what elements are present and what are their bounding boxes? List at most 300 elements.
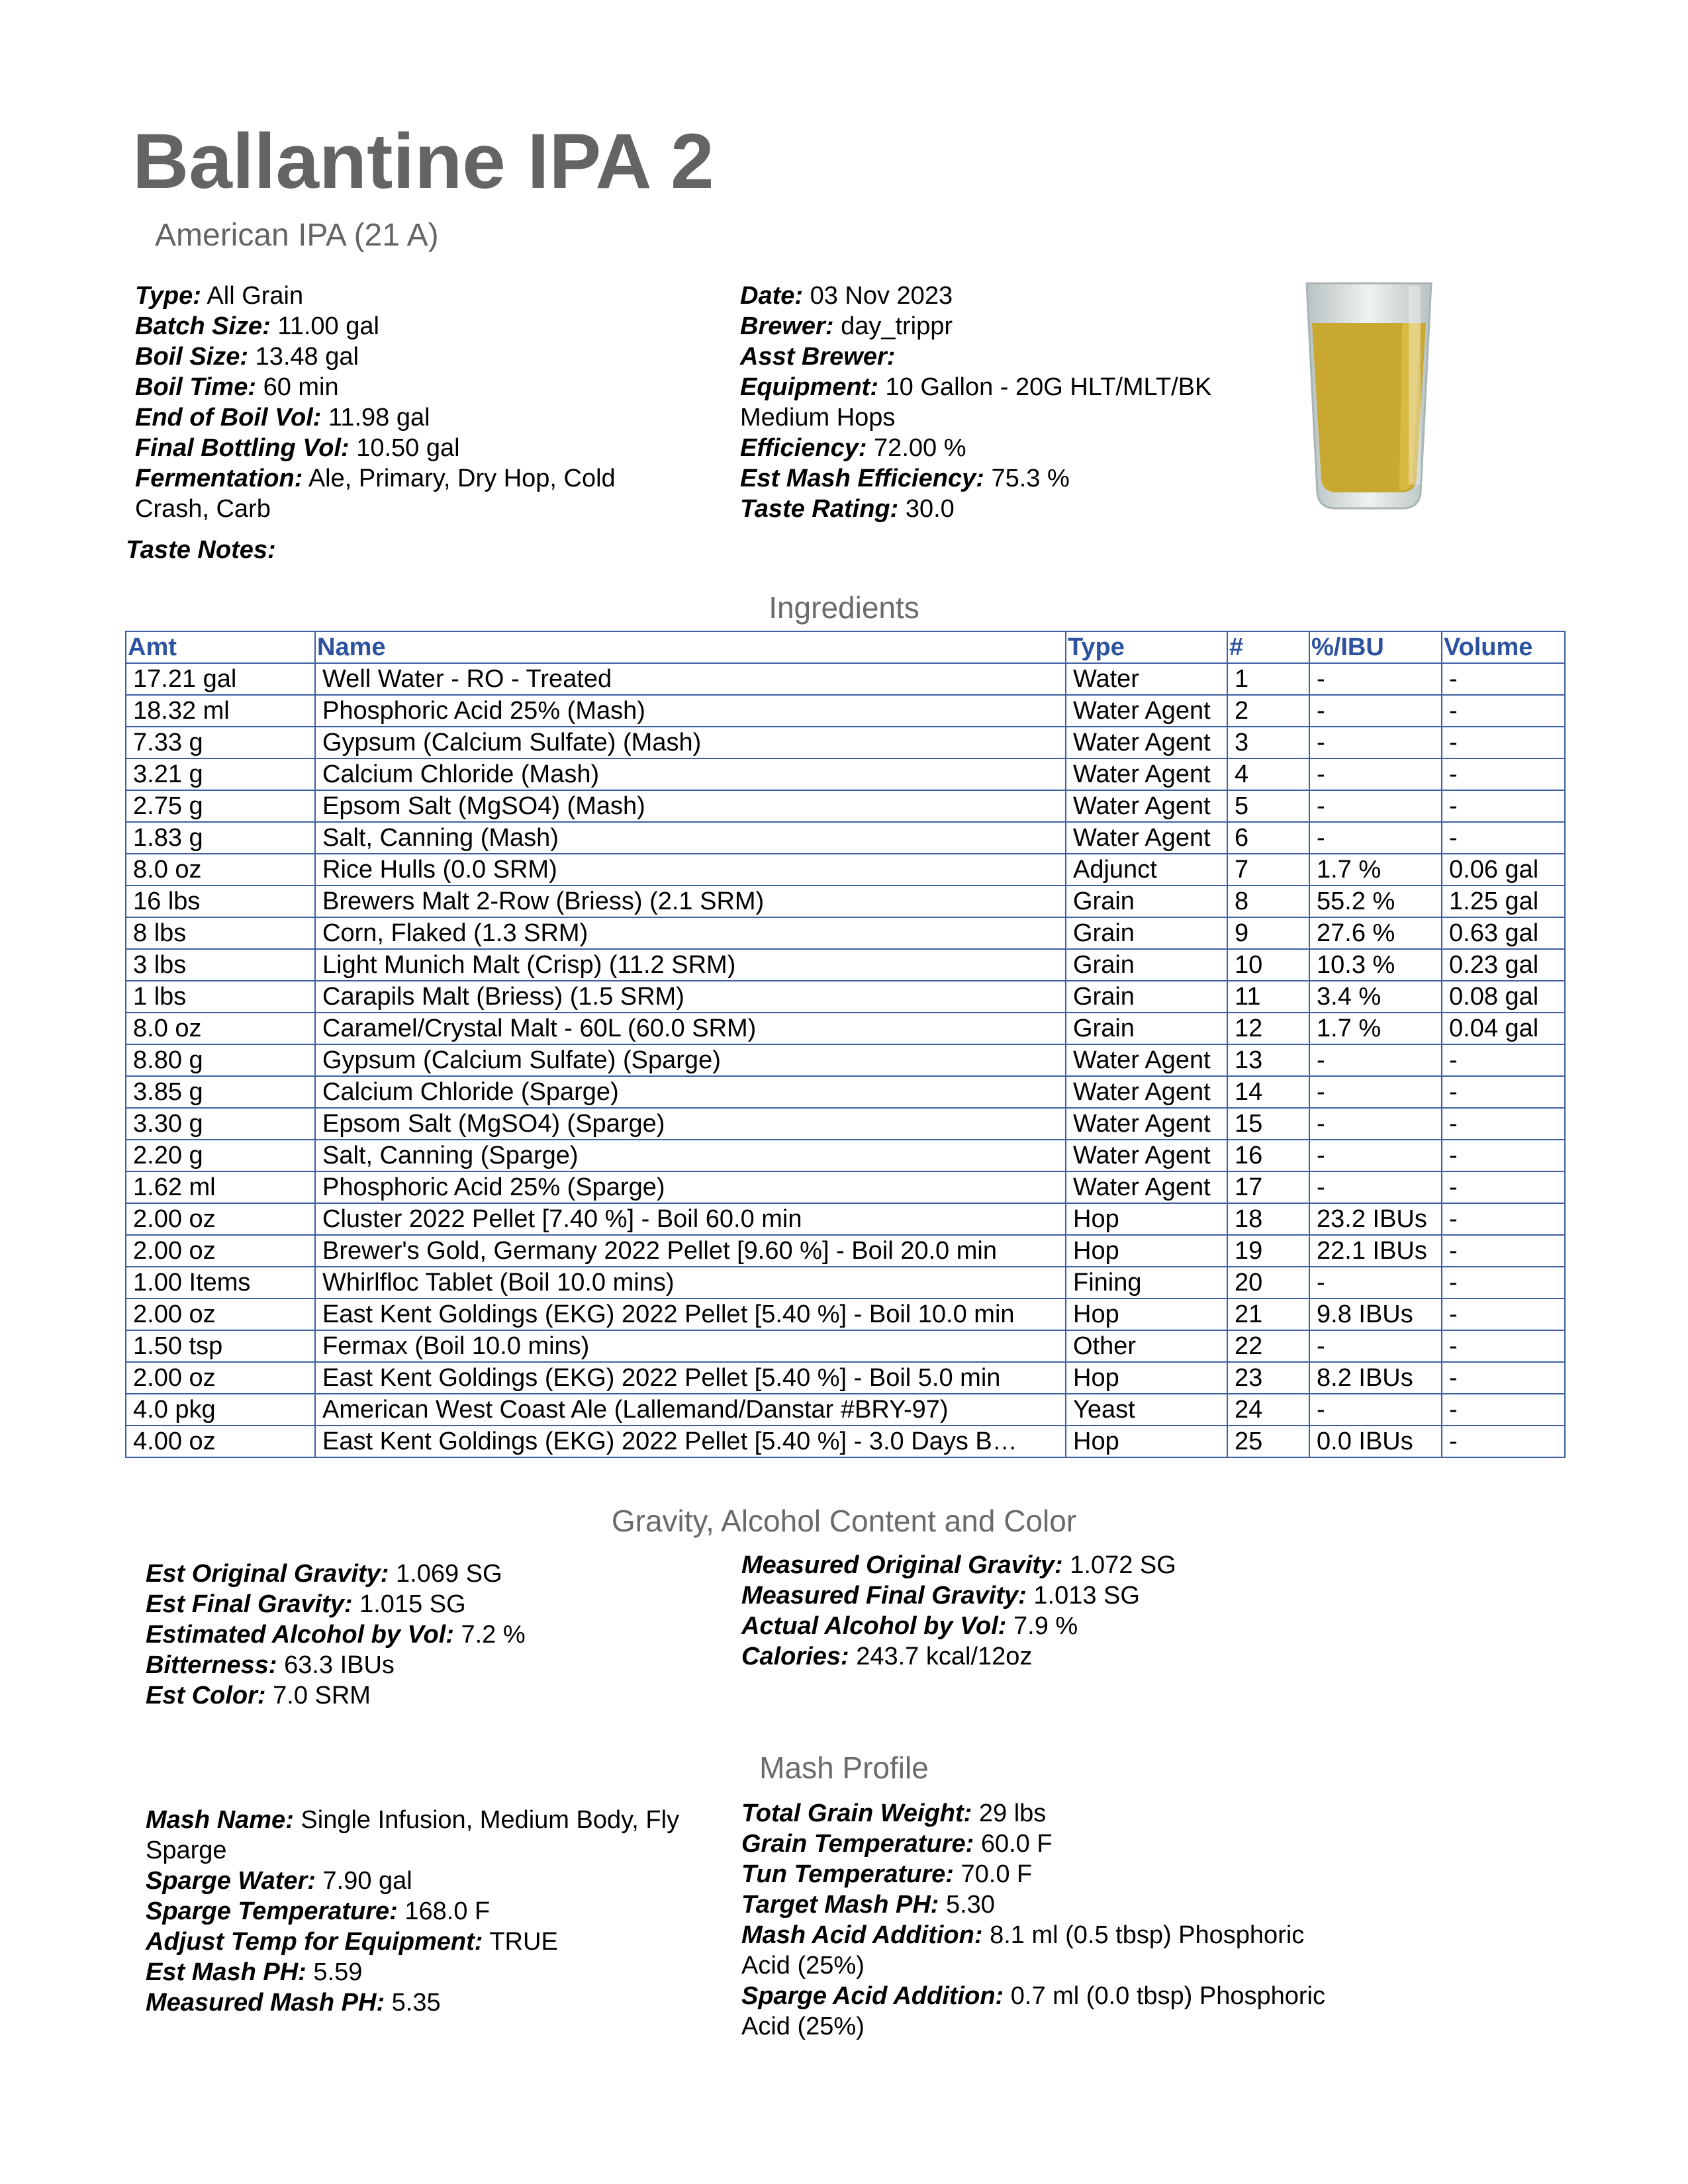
table-cell: 13 [1227, 1044, 1309, 1076]
table-row [126, 727, 1565, 758]
field-label: Est Final Gravity: [146, 1590, 353, 1618]
table-cell: - [1309, 758, 1442, 790]
field-value: 1.072 SG [1070, 1551, 1176, 1579]
table-cell: 3.4 % [1309, 981, 1442, 1013]
field-value: Single Infusion, Medium Body, Fly Sparge [146, 1806, 680, 1864]
field-value: 1.015 SG [359, 1590, 466, 1618]
table-row [126, 1140, 1565, 1171]
field-label: Bitterness: [146, 1651, 277, 1679]
field-label: Brewer: [740, 312, 834, 340]
field-value: 13.48 gal [255, 343, 359, 371]
field-label: Efficiency: [740, 434, 867, 462]
column-header: Volume [1442, 631, 1565, 663]
table-cell: 10.3 % [1309, 949, 1442, 981]
table-cell: 1.83 g [126, 822, 315, 854]
table-row [126, 790, 1565, 822]
info-right-row [740, 341, 1283, 372]
table-cell: Grain [1066, 886, 1227, 917]
table-cell: Brewers Malt 2-Row (Briess) (2.1 SRM) [315, 886, 1066, 917]
table-cell: 18 [1227, 1203, 1309, 1235]
field-label: Boil Size: [135, 343, 249, 371]
field-label: Grain Temperature: [741, 1830, 974, 1858]
field-label: Measured Mash PH: [146, 1989, 385, 2017]
field-value: 7.90 gal [322, 1867, 412, 1895]
table-cell: 1 lbs [126, 981, 315, 1013]
mash-profile-heading: Mash Profile [759, 1751, 929, 1785]
field-label: Tun Temperature: [741, 1860, 954, 1888]
table-cell: 3.21 g [126, 758, 315, 790]
table-cell: Grain [1066, 917, 1227, 949]
gravity-right-row [741, 1641, 1337, 1672]
table-cell: - [1309, 1076, 1442, 1108]
field-label: Estimated Alcohol by Vol: [146, 1621, 454, 1649]
table-cell: 10 [1227, 949, 1309, 981]
table-cell: 3 lbs [126, 949, 315, 981]
table-cell: Hop [1066, 1203, 1227, 1235]
field-value: 1.013 SG [1033, 1582, 1140, 1610]
table-cell: 4.0 pkg [126, 1394, 315, 1426]
table-cell: Epsom Salt (MgSO4) (Sparge) [315, 1108, 1066, 1140]
table-cell: 8.0 oz [126, 1013, 315, 1044]
field-label: Est Mash Efficiency: [740, 465, 984, 492]
mash-right-row [741, 1981, 1337, 2042]
info-right-row [740, 281, 1283, 311]
table-cell: 25 [1227, 1426, 1309, 1457]
mash-left-row [146, 1957, 728, 1987]
table-cell: - [1309, 1394, 1442, 1426]
table-cell: - [1309, 822, 1442, 854]
gravity-right-row [741, 1550, 1337, 1580]
table-cell: - [1442, 695, 1565, 727]
table-cell: - [1309, 663, 1442, 695]
field-value: 5.35 [391, 1989, 441, 2017]
table-row [126, 822, 1565, 854]
table-cell: Water [1066, 663, 1227, 695]
table-row [126, 1267, 1565, 1298]
field-label: Asst Brewer: [740, 343, 896, 371]
field-value: day_trippr [841, 312, 953, 340]
table-cell: Fining [1066, 1267, 1227, 1298]
info-left-row [135, 281, 665, 311]
table-cell: 19 [1227, 1235, 1309, 1267]
table-cell: - [1309, 790, 1442, 822]
table-cell: - [1309, 1267, 1442, 1298]
table-cell: Hop [1066, 1426, 1227, 1457]
info-right-row [740, 463, 1283, 494]
field-label: Mash Acid Addition: [741, 1921, 983, 1949]
info-left-row [135, 372, 665, 402]
table-row [126, 1076, 1565, 1108]
table-cell: 27.6 % [1309, 917, 1442, 949]
table-cell: Water Agent [1066, 1076, 1227, 1108]
table-cell: Gypsum (Calcium Sulfate) (Sparge) [315, 1044, 1066, 1076]
field-label: Final Bottling Vol: [135, 434, 350, 462]
table-cell: - [1442, 822, 1565, 854]
gravity-info-left [146, 1559, 728, 1711]
table-cell: 0.23 gal [1442, 949, 1565, 981]
table-row [126, 1013, 1565, 1044]
field-label: Sparge Water: [146, 1867, 316, 1895]
taste-notes [126, 535, 276, 565]
field-value: 11.98 gal [328, 404, 430, 432]
field-value: 72.00 % [874, 434, 966, 462]
table-row [126, 917, 1565, 949]
field-value: 0.7 ml (0.0 tbsp) Phosphoric Acid (25%) [741, 1982, 1325, 2040]
table-cell: Water Agent [1066, 790, 1227, 822]
field-label: Est Mash PH: [146, 1958, 306, 1986]
table-cell: 4.00 oz [126, 1426, 315, 1457]
field-label: Batch Size: [135, 312, 271, 340]
table-cell: 15 [1227, 1108, 1309, 1140]
table-cell: 17.21 gal [126, 663, 315, 695]
gravity-right-row [741, 1580, 1337, 1611]
table-cell: - [1442, 1076, 1565, 1108]
table-cell: 8.80 g [126, 1044, 315, 1076]
table-cell: Salt, Canning (Mash) [315, 822, 1066, 854]
table-cell: East Kent Goldings (EKG) 2022 Pellet [5.40 %] - 3.0 Days B… [315, 1426, 1066, 1457]
table-row [126, 886, 1565, 917]
table-cell: Phosphoric Acid 25% (Mash) [315, 695, 1066, 727]
mash-info-left [146, 1805, 728, 2018]
table-row [126, 949, 1565, 981]
column-header: Amt [126, 631, 315, 663]
table-cell: 0.04 gal [1442, 1013, 1565, 1044]
table-row [126, 663, 1565, 695]
field-label: Est Color: [146, 1682, 266, 1709]
mash-right-row [741, 1920, 1337, 1981]
gravity-right-row [741, 1611, 1337, 1641]
field-label: Calories: [741, 1643, 849, 1670]
table-cell: 22 [1227, 1330, 1309, 1362]
mash-left-row [146, 1987, 728, 2018]
table-cell: Grain [1066, 949, 1227, 981]
table-cell: - [1309, 727, 1442, 758]
mash-left-row [146, 1866, 728, 1896]
table-cell: Water Agent [1066, 1140, 1227, 1171]
table-cell: 23 [1227, 1362, 1309, 1394]
table-cell: - [1442, 758, 1565, 790]
info-right-row [740, 494, 1283, 524]
field-value: 11.00 gal [277, 312, 379, 340]
field-label: Est Original Gravity: [146, 1560, 389, 1588]
field-label: Actual Alcohol by Vol: [741, 1612, 1007, 1640]
mash-right-row [741, 1889, 1337, 1920]
table-cell: Adjunct [1066, 854, 1227, 886]
recipe-style: American IPA (21 A) [155, 218, 439, 253]
ingredients-heading: Ingredients [769, 590, 919, 625]
table-cell: 2.00 oz [126, 1203, 315, 1235]
info-left-row [135, 311, 665, 341]
table-cell: 1 [1227, 663, 1309, 695]
info-left-row [135, 341, 665, 372]
table-cell: 0.0 IBUs [1309, 1426, 1442, 1457]
table-cell: East Kent Goldings (EKG) 2022 Pellet [5.40 %] - Boil 10.0 min [315, 1298, 1066, 1330]
table-cell: - [1442, 1235, 1565, 1267]
field-label: Adjust Temp for Equipment: [146, 1928, 483, 1956]
table-cell: 5 [1227, 790, 1309, 822]
table-cell: Calcium Chloride (Sparge) [315, 1076, 1066, 1108]
recipe-title: Ballantine IPA 2 [132, 118, 714, 205]
table-cell: Hop [1066, 1298, 1227, 1330]
field-value: 70.0 F [961, 1860, 1033, 1888]
table-cell: 12 [1227, 1013, 1309, 1044]
table-cell: - [1309, 1044, 1442, 1076]
table-cell: 0.63 gal [1442, 917, 1565, 949]
mash-right-row [741, 1829, 1337, 1859]
column-header: # [1227, 631, 1309, 663]
mash-left-row [146, 1805, 728, 1866]
field-value: 29 lbs [978, 1799, 1047, 1827]
mash-right-row [741, 1859, 1337, 1889]
table-cell: Hop [1066, 1235, 1227, 1267]
ingredients-table [125, 631, 1566, 1458]
field-value: 60 min [263, 373, 339, 401]
field-label: Measured Original Gravity: [741, 1551, 1063, 1579]
field-label: Sparge Acid Addition: [741, 1982, 1004, 2010]
table-cell: - [1442, 1203, 1565, 1235]
recipe-info-left [135, 281, 665, 524]
table-cell: Yeast [1066, 1394, 1227, 1426]
info-left-row [135, 433, 665, 463]
table-cell: 4 [1227, 758, 1309, 790]
info-left-row [135, 463, 665, 524]
table-cell: 18.32 ml [126, 695, 315, 727]
table-cell: 3 [1227, 727, 1309, 758]
table-cell: 7.33 g [126, 727, 315, 758]
table-cell: Calcium Chloride (Mash) [315, 758, 1066, 790]
table-cell: - [1442, 1108, 1565, 1140]
table-cell: Gypsum (Calcium Sulfate) (Mash) [315, 727, 1066, 758]
table-cell: Grain [1066, 1013, 1227, 1044]
field-value: 10 Gallon - 20G HLT/MLT/BK Medium Hops [740, 373, 1212, 432]
table-row [126, 1298, 1565, 1330]
table-cell: - [1309, 695, 1442, 727]
table-cell: 2.75 g [126, 790, 315, 822]
table-row [126, 1235, 1565, 1267]
field-value: 8.1 ml (0.5 tbsp) Phosphoric Acid (25%) [741, 1921, 1305, 1979]
gravity-info-right [741, 1550, 1337, 1672]
table-cell: Water Agent [1066, 1108, 1227, 1140]
field-value: 03 Nov 2023 [810, 282, 953, 310]
field-label: Date: [740, 282, 804, 310]
field-label: Mash Name: [146, 1806, 294, 1834]
table-cell: 9 [1227, 917, 1309, 949]
table-row [126, 1362, 1565, 1394]
table-cell: Caramel/Crystal Malt - 60L (60.0 SRM) [315, 1013, 1066, 1044]
table-cell: 1.50 tsp [126, 1330, 315, 1362]
table-cell: - [1442, 1362, 1565, 1394]
field-value: 243.7 kcal/12oz [856, 1643, 1033, 1670]
field-value: TRUE [489, 1928, 558, 1956]
table-cell: - [1442, 1298, 1565, 1330]
gravity-left-row [146, 1619, 728, 1650]
field-value: 10.50 gal [356, 434, 460, 462]
table-cell: Salt, Canning (Sparge) [315, 1140, 1066, 1171]
table-cell: Cluster 2022 Pellet [7.40 %] - Boil 60.0 min [315, 1203, 1066, 1235]
table-cell: - [1442, 1044, 1565, 1076]
table-cell: 24 [1227, 1394, 1309, 1426]
table-cell: 20 [1227, 1267, 1309, 1298]
table-cell: Corn, Flaked (1.3 SRM) [315, 917, 1066, 949]
field-value: 30.0 [905, 495, 955, 523]
table-cell: Hop [1066, 1362, 1227, 1394]
table-cell: East Kent Goldings (EKG) 2022 Pellet [5.40 %] - Boil 5.0 min [315, 1362, 1066, 1394]
table-cell: 55.2 % [1309, 886, 1442, 917]
table-row [126, 1394, 1565, 1426]
table-cell: Fermax (Boil 10.0 mins) [315, 1330, 1066, 1362]
table-cell: Water Agent [1066, 1171, 1227, 1203]
table-cell: Water Agent [1066, 695, 1227, 727]
table-cell: - [1442, 663, 1565, 695]
table-cell: 11 [1227, 981, 1309, 1013]
table-cell: - [1442, 727, 1565, 758]
table-cell: Epsom Salt (MgSO4) (Mash) [315, 790, 1066, 822]
table-cell: 3.85 g [126, 1076, 315, 1108]
field-value: All Grain [207, 282, 304, 310]
field-label: Type: [135, 282, 201, 310]
table-cell: 16 [1227, 1140, 1309, 1171]
table-cell: 21 [1227, 1298, 1309, 1330]
table-row [126, 1108, 1565, 1140]
table-cell: 0.06 gal [1442, 854, 1565, 886]
table-cell: - [1442, 1140, 1565, 1171]
field-value: 5.59 [313, 1958, 363, 1986]
table-cell: Water Agent [1066, 1044, 1227, 1076]
field-value: 75.3 % [991, 465, 1070, 492]
table-cell: 8.2 IBUs [1309, 1362, 1442, 1394]
field-label: End of Boil Vol: [135, 404, 322, 432]
table-cell: 7 [1227, 854, 1309, 886]
field-label: Target Mash PH: [741, 1891, 939, 1919]
table-row [126, 695, 1565, 727]
mash-right-row [741, 1798, 1337, 1829]
table-row [126, 1203, 1565, 1235]
field-label: Boil Time: [135, 373, 256, 401]
table-row [126, 1426, 1565, 1457]
table-cell: - [1309, 1140, 1442, 1171]
gravity-heading: Gravity, Alcohol Content and Color [611, 1504, 1077, 1538]
table-cell: 0.08 gal [1442, 981, 1565, 1013]
table-cell: Well Water - RO - Treated [315, 663, 1066, 695]
table-cell: - [1442, 1267, 1565, 1298]
column-header: Type [1066, 631, 1227, 663]
table-row [126, 1171, 1565, 1203]
field-label: Total Grain Weight: [741, 1799, 972, 1827]
table-row [126, 1330, 1565, 1362]
column-header: Name [315, 631, 1066, 663]
table-row [126, 981, 1565, 1013]
table-cell: 1.25 gal [1442, 886, 1565, 917]
table-row [126, 854, 1565, 886]
table-cell: 2.20 g [126, 1140, 315, 1171]
field-value: Ale, Primary, Dry Hop, Cold Crash, Carb [135, 465, 616, 523]
field-value: 63.3 IBUs [284, 1651, 395, 1679]
table-cell: Rice Hulls (0.0 SRM) [315, 854, 1066, 886]
gravity-left-row [146, 1589, 728, 1619]
table-cell: 22.1 IBUs [1309, 1235, 1442, 1267]
table-cell: 8.0 oz [126, 854, 315, 886]
table-cell: 2 [1227, 695, 1309, 727]
table-cell: 6 [1227, 822, 1309, 854]
field-value: 60.0 F [980, 1830, 1053, 1858]
field-label: Taste Rating: [740, 495, 899, 523]
table-cell: 2.00 oz [126, 1362, 315, 1394]
mash-left-row [146, 1896, 728, 1927]
table-cell: - [1309, 1330, 1442, 1362]
table-cell: Carapils Malt (Briess) (1.5 SRM) [315, 981, 1066, 1013]
info-left-row [135, 402, 665, 433]
info-right-row [740, 433, 1283, 463]
table-cell: 1.62 ml [126, 1171, 315, 1203]
table-cell: Whirlfloc Tablet (Boil 10.0 mins) [315, 1267, 1066, 1298]
table-cell: - [1442, 1394, 1565, 1426]
table-cell: Other [1066, 1330, 1227, 1362]
info-right-row [740, 311, 1283, 341]
table-cell: 8 lbs [126, 917, 315, 949]
table-cell: - [1309, 1108, 1442, 1140]
table-cell: 1.7 % [1309, 1013, 1442, 1044]
table-cell: 16 lbs [126, 886, 315, 917]
table-row [126, 1044, 1565, 1076]
table-cell: 1.7 % [1309, 854, 1442, 886]
field-value: 1.069 SG [396, 1560, 502, 1588]
table-cell: Water Agent [1066, 727, 1227, 758]
table-cell: 17 [1227, 1171, 1309, 1203]
field-value: 7.0 SRM [273, 1682, 371, 1709]
table-cell: 14 [1227, 1076, 1309, 1108]
table-cell: 1.00 Items [126, 1267, 315, 1298]
table-cell: 2.00 oz [126, 1298, 315, 1330]
table-cell: 8 [1227, 886, 1309, 917]
recipe-info-right [740, 281, 1283, 524]
field-value: 7.9 % [1013, 1612, 1078, 1640]
field-label: Sparge Temperature: [146, 1897, 398, 1925]
table-cell: Phosphoric Acid 25% (Sparge) [315, 1171, 1066, 1203]
taste-notes-label: Taste Notes: [126, 536, 276, 564]
table-cell: 3.30 g [126, 1108, 315, 1140]
field-value: 7.2 % [461, 1621, 526, 1649]
beer-glass-icon [1303, 281, 1435, 512]
table-cell: 9.8 IBUs [1309, 1298, 1442, 1330]
table-cell: Brewer's Gold, Germany 2022 Pellet [9.60 %] - Boil 20.0 min [315, 1235, 1066, 1267]
table-cell: American West Coast Ale (Lallemand/Danstar #BRY-97) [315, 1394, 1066, 1426]
table-cell: - [1442, 1171, 1565, 1203]
ingredients-body [126, 663, 1565, 1457]
field-value: 168.0 F [404, 1897, 491, 1925]
gravity-left-row [146, 1680, 728, 1711]
table-cell: 2.00 oz [126, 1235, 315, 1267]
field-label: Fermentation: [135, 465, 303, 492]
table-cell: Light Munich Malt (Crisp) (11.2 SRM) [315, 949, 1066, 981]
table-cell: - [1442, 1330, 1565, 1362]
mash-left-row [146, 1927, 728, 1957]
gravity-left-row [146, 1559, 728, 1589]
table-row [126, 758, 1565, 790]
table-cell: Water Agent [1066, 758, 1227, 790]
table-cell: - [1442, 790, 1565, 822]
table-cell: Grain [1066, 981, 1227, 1013]
field-value: 5.30 [945, 1891, 995, 1919]
table-cell: - [1309, 1171, 1442, 1203]
table-cell: Water Agent [1066, 822, 1227, 854]
column-header: %/IBU [1309, 631, 1442, 663]
info-right-row [740, 372, 1283, 433]
field-label: Equipment: [740, 373, 878, 401]
ingredients-header-row [126, 631, 1565, 663]
field-label: Measured Final Gravity: [741, 1582, 1027, 1610]
table-cell: - [1442, 1426, 1565, 1457]
mash-info-right [741, 1798, 1337, 2042]
